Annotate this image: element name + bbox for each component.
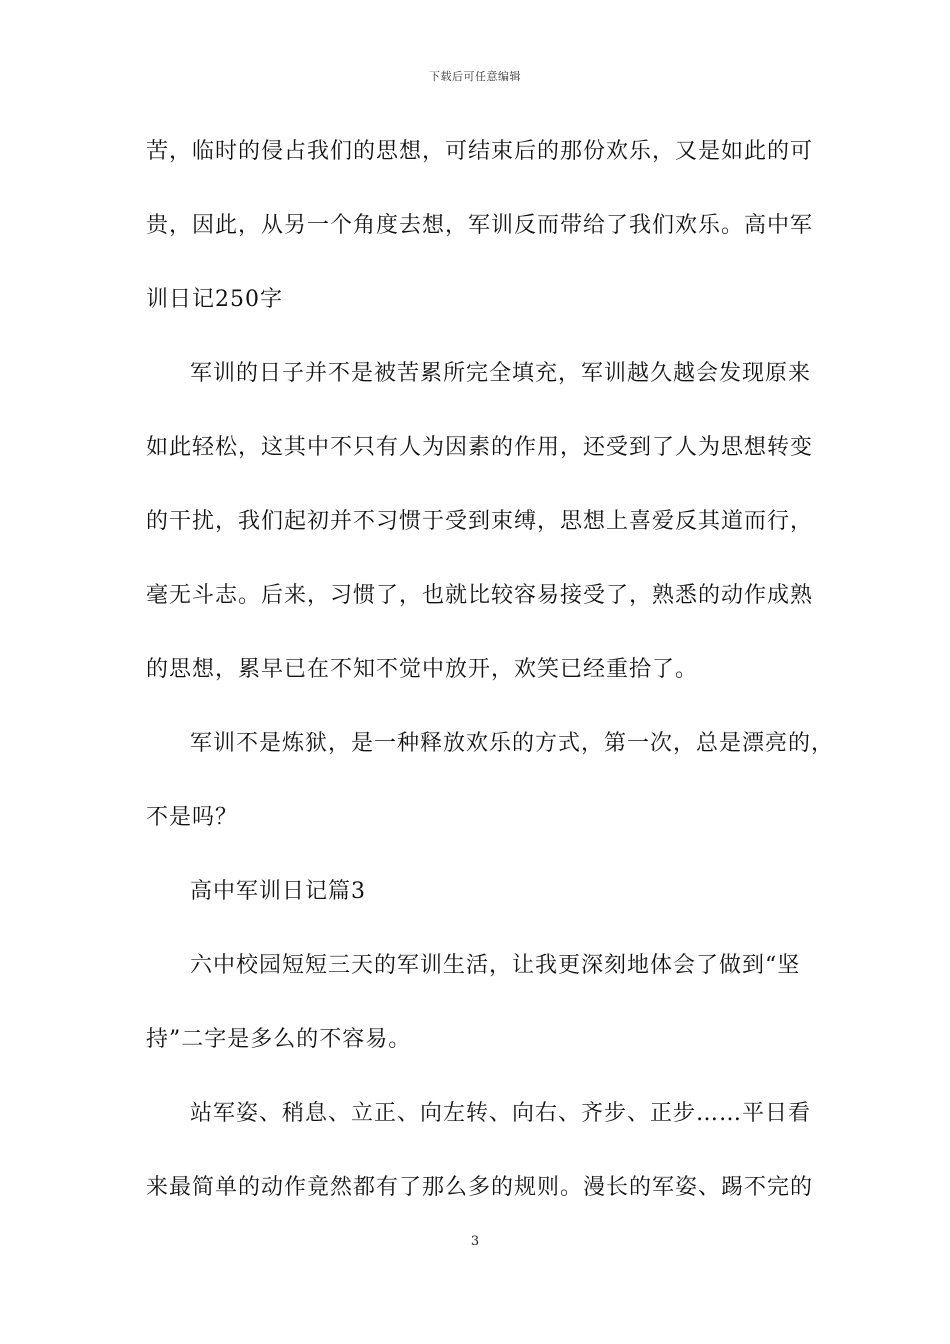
section-heading: 高中军训日记篇3 — [190, 879, 366, 904]
text-line: 持”二字是多么的不容易。 — [146, 1027, 412, 1052]
text-line: 来最简单的动作竟然都有了那么多的规则。漫长的军姿、踢不完的 — [146, 1175, 814, 1200]
paragraph-start-line: 六中校园短短三天的军训生活，让我更深刻地体会了做到“坚 — [190, 953, 801, 978]
paragraph-start-line: 站军姿、稍息、立正、向左转、向右、齐步、正步……平日看 — [190, 1101, 812, 1126]
text-line: 毫无斗志。后来，习惯了，也就比较容易接受了，熟悉的动作成熟 — [146, 583, 814, 608]
text-line: 的干扰，我们起初并不习惯于受到束缚，思想上喜爱反其道而行， — [146, 509, 814, 534]
header-note: 下载后可任意编辑 — [429, 70, 521, 83]
text-line: 贵，因此，从另一个角度去想，军训反而带给了我们欢乐。高中军 — [146, 213, 814, 238]
text-line: 不是吗？ — [146, 805, 239, 830]
text-line: 苦，临时的侵占我们的思想，可结束后的那份欢乐，又是如此的可 — [146, 139, 814, 164]
document-body — [146, 130, 835, 1240]
paragraph-start-line: 军训不是炼狱，是一种释放欢乐的方式，第一次，总是漂亮的， — [190, 731, 835, 756]
page-number: 3 — [470, 1234, 480, 1249]
text-line: 训日记250字 — [146, 287, 283, 312]
paragraph-start-line: 军训的日子并不是被苦累所完全填充，军训越久越会发现原来 — [190, 361, 812, 386]
text-line: 的思想，累早已在不知不觉中放开，欢笑已经重拾了。 — [146, 657, 699, 682]
text-line: 如此轻松，这其中不只有人为因素的作用，还受到了人为思想转变 — [146, 435, 814, 460]
